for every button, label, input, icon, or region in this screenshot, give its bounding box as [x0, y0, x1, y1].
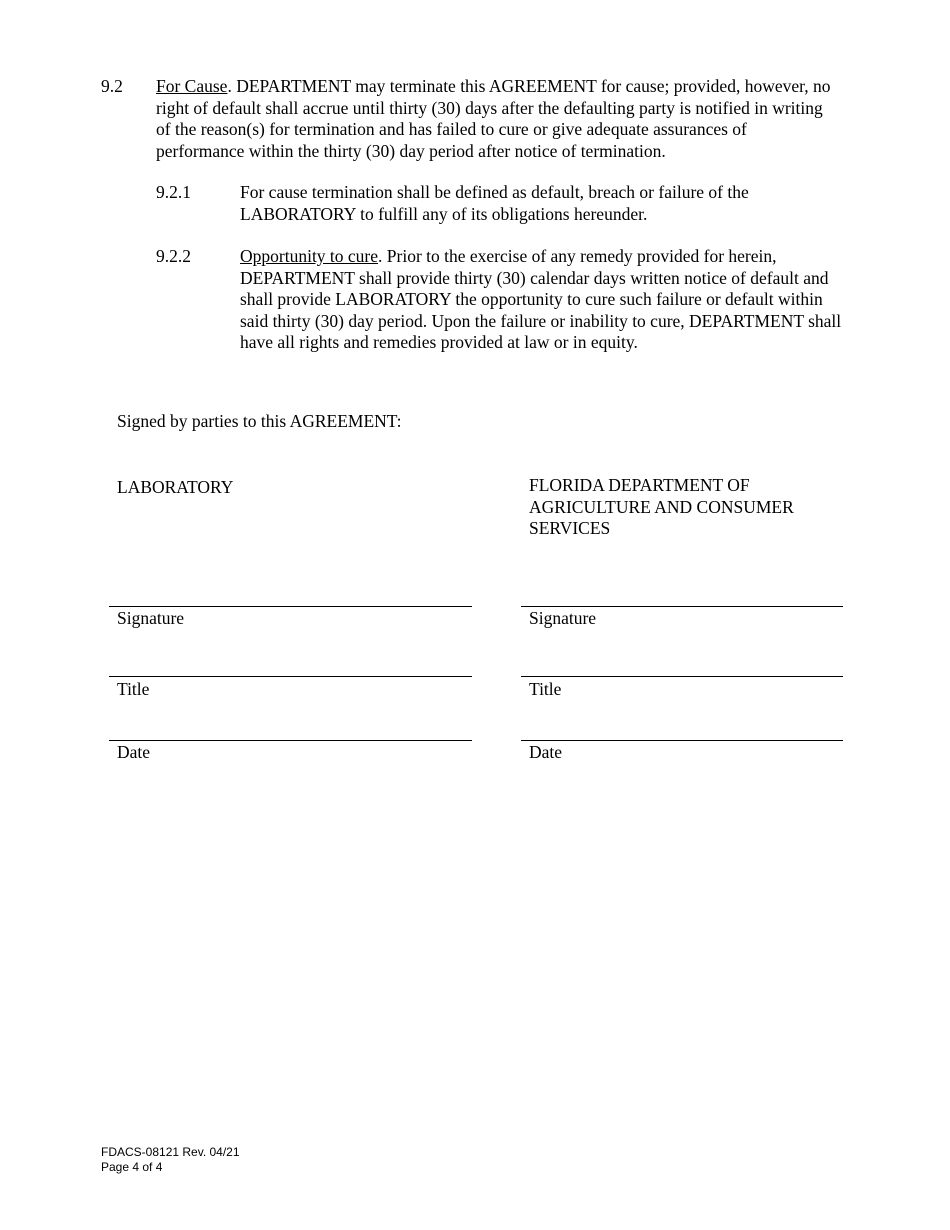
footer-page-number: Page 4 of 4: [101, 1160, 163, 1174]
footer-form-id: FDACS-08121 Rev. 04/21: [101, 1145, 240, 1159]
section-9-2-1-text: For cause termination shall be defined as default, breach or failure of the LABORATORY to fulfill any of its obligations hereunder.: [240, 182, 749, 224]
left-title-label: Title: [117, 679, 150, 699]
section-9-2-heading: For Cause: [156, 76, 228, 96]
right-signature-label: Signature: [529, 608, 597, 628]
right-date-label: Date: [529, 742, 563, 762]
signed-intro: Signed by parties to this AGREEMENT:: [117, 411, 402, 431]
right-date-line[interactable]: [521, 740, 843, 741]
right-party-name-line: SERVICES: [529, 518, 611, 538]
section-9-2-number: 9.2: [101, 76, 123, 96]
section-9-2-2-number: 9.2.2: [156, 246, 191, 266]
left-party-name: LABORATORY: [117, 477, 234, 497]
section-9-2-text: . DEPARTMENT may terminate this AGREEMENT for cause; provided, however, no right of default shall accrue until thirty (30) days after the defaulting party is notified in writing of the reason(s) for termination and has failed to cure or give adequate assurances of performance within the thirty (30) day period after notice of termination.: [156, 76, 831, 161]
right-party-name: [529, 475, 849, 540]
footer: [101, 1145, 240, 1175]
section-9-2-2-paragraph: [240, 246, 850, 354]
left-date-label: Date: [117, 742, 151, 762]
right-party-name-line: AGRICULTURE AND CONSUMER: [529, 496, 794, 517]
section-9-2-2-text: . Prior to the exercise of any remedy provided for herein, DEPARTMENT shall provide thirty (30) calendar days written notice of default and shall provide LABORATORY the opportunity to cure such failure or default within said thirty (30) day period. Upon the failure or inability to cure, DEPARTMENT shall have all rights and remedies provided at law or in equity.: [240, 246, 842, 352]
right-title-line[interactable]: [521, 676, 843, 677]
section-9-2-1-number: 9.2.1: [156, 182, 191, 202]
right-title-label: Title: [529, 679, 562, 699]
right-party-name-line: FLORIDA DEPARTMENT OF: [529, 475, 750, 495]
left-title-line[interactable]: [109, 676, 472, 677]
left-signature-label: Signature: [117, 608, 185, 628]
section-9-2-paragraph: [156, 76, 836, 162]
section-9-2-2-heading: Opportunity to cure: [240, 246, 379, 266]
right-signature-line[interactable]: [521, 606, 843, 607]
left-signature-line[interactable]: [109, 606, 472, 607]
left-date-line[interactable]: [109, 740, 472, 741]
